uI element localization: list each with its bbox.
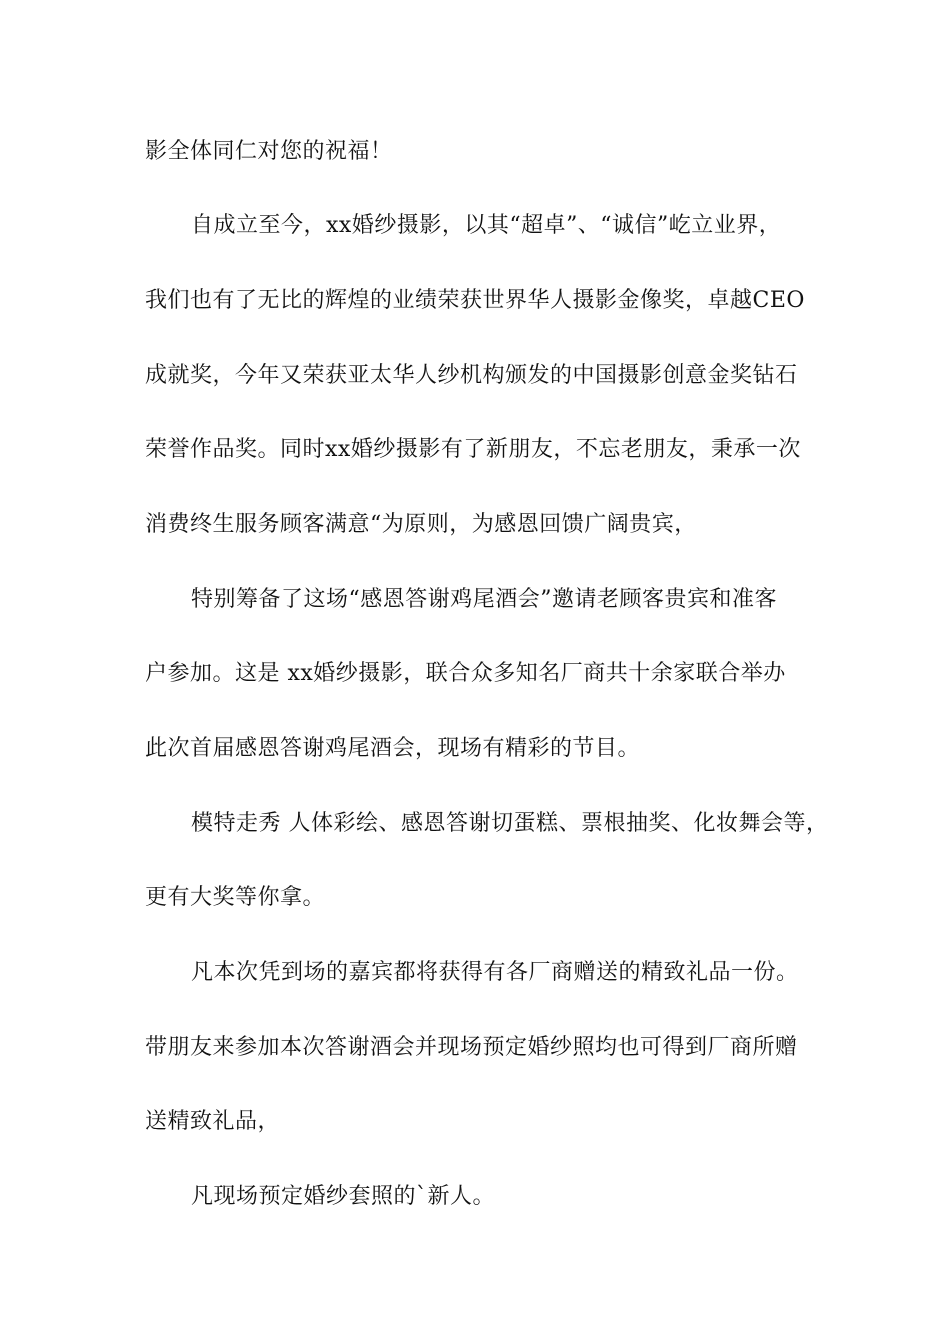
text-line: 我们也有了无比的辉煌的业绩荣获世界华人摄影金像奖，卓越CEO bbox=[145, 288, 805, 313]
text-line: 消费终生服务顾客满意“为原则，为感恩回馈广阔贵宾， bbox=[145, 512, 697, 537]
paragraph-start-line: 自成立至今，xx婚纱摄影，以其“超卓”、“诚信”屹立业界， bbox=[191, 213, 782, 238]
text-line: 更有大奖等你拿。 bbox=[145, 885, 326, 910]
text-line: 带朋友来参加本次答谢酒会并现场预定婚纱照均也可得到厂商所赠 bbox=[145, 1035, 798, 1060]
text-line: 此次首届感恩答谢鸡尾酒会，现场有精彩的节目。 bbox=[145, 736, 641, 761]
text-line: 送精致礼品， bbox=[145, 1109, 281, 1134]
paragraph-start-line: 凡本次凭到场的嘉宾都将获得有各厂商赠送的精致礼品一份。 bbox=[191, 960, 799, 985]
text-line: 成就奖，今年又荣获亚太华人纱机构颁发的中国摄影创意金奖钻石 bbox=[145, 363, 798, 388]
paragraph-start-line: 特别筹备了这场“感恩答谢鸡尾酒会”邀请老顾客贵宾和准客 bbox=[191, 587, 777, 612]
text-line: 影全体同仁对您的祝福！ bbox=[145, 139, 393, 164]
text-line: 荣誉作品奖。同时xx婚纱摄影有了新朋友，不忘老朋友，秉承一次 bbox=[145, 437, 801, 462]
text-line: 户参加。这是 xx婚纱摄影，联合众多知名厂商共十余家联合举办 bbox=[145, 661, 786, 686]
paragraph-start-line: 凡现场预定婚纱套照的`新人。 bbox=[191, 1184, 496, 1209]
paragraph-start-line: 模特走秀 人体彩绘、感恩答谢切蛋糕、票根抽奖、化妆舞会等， bbox=[191, 811, 829, 836]
